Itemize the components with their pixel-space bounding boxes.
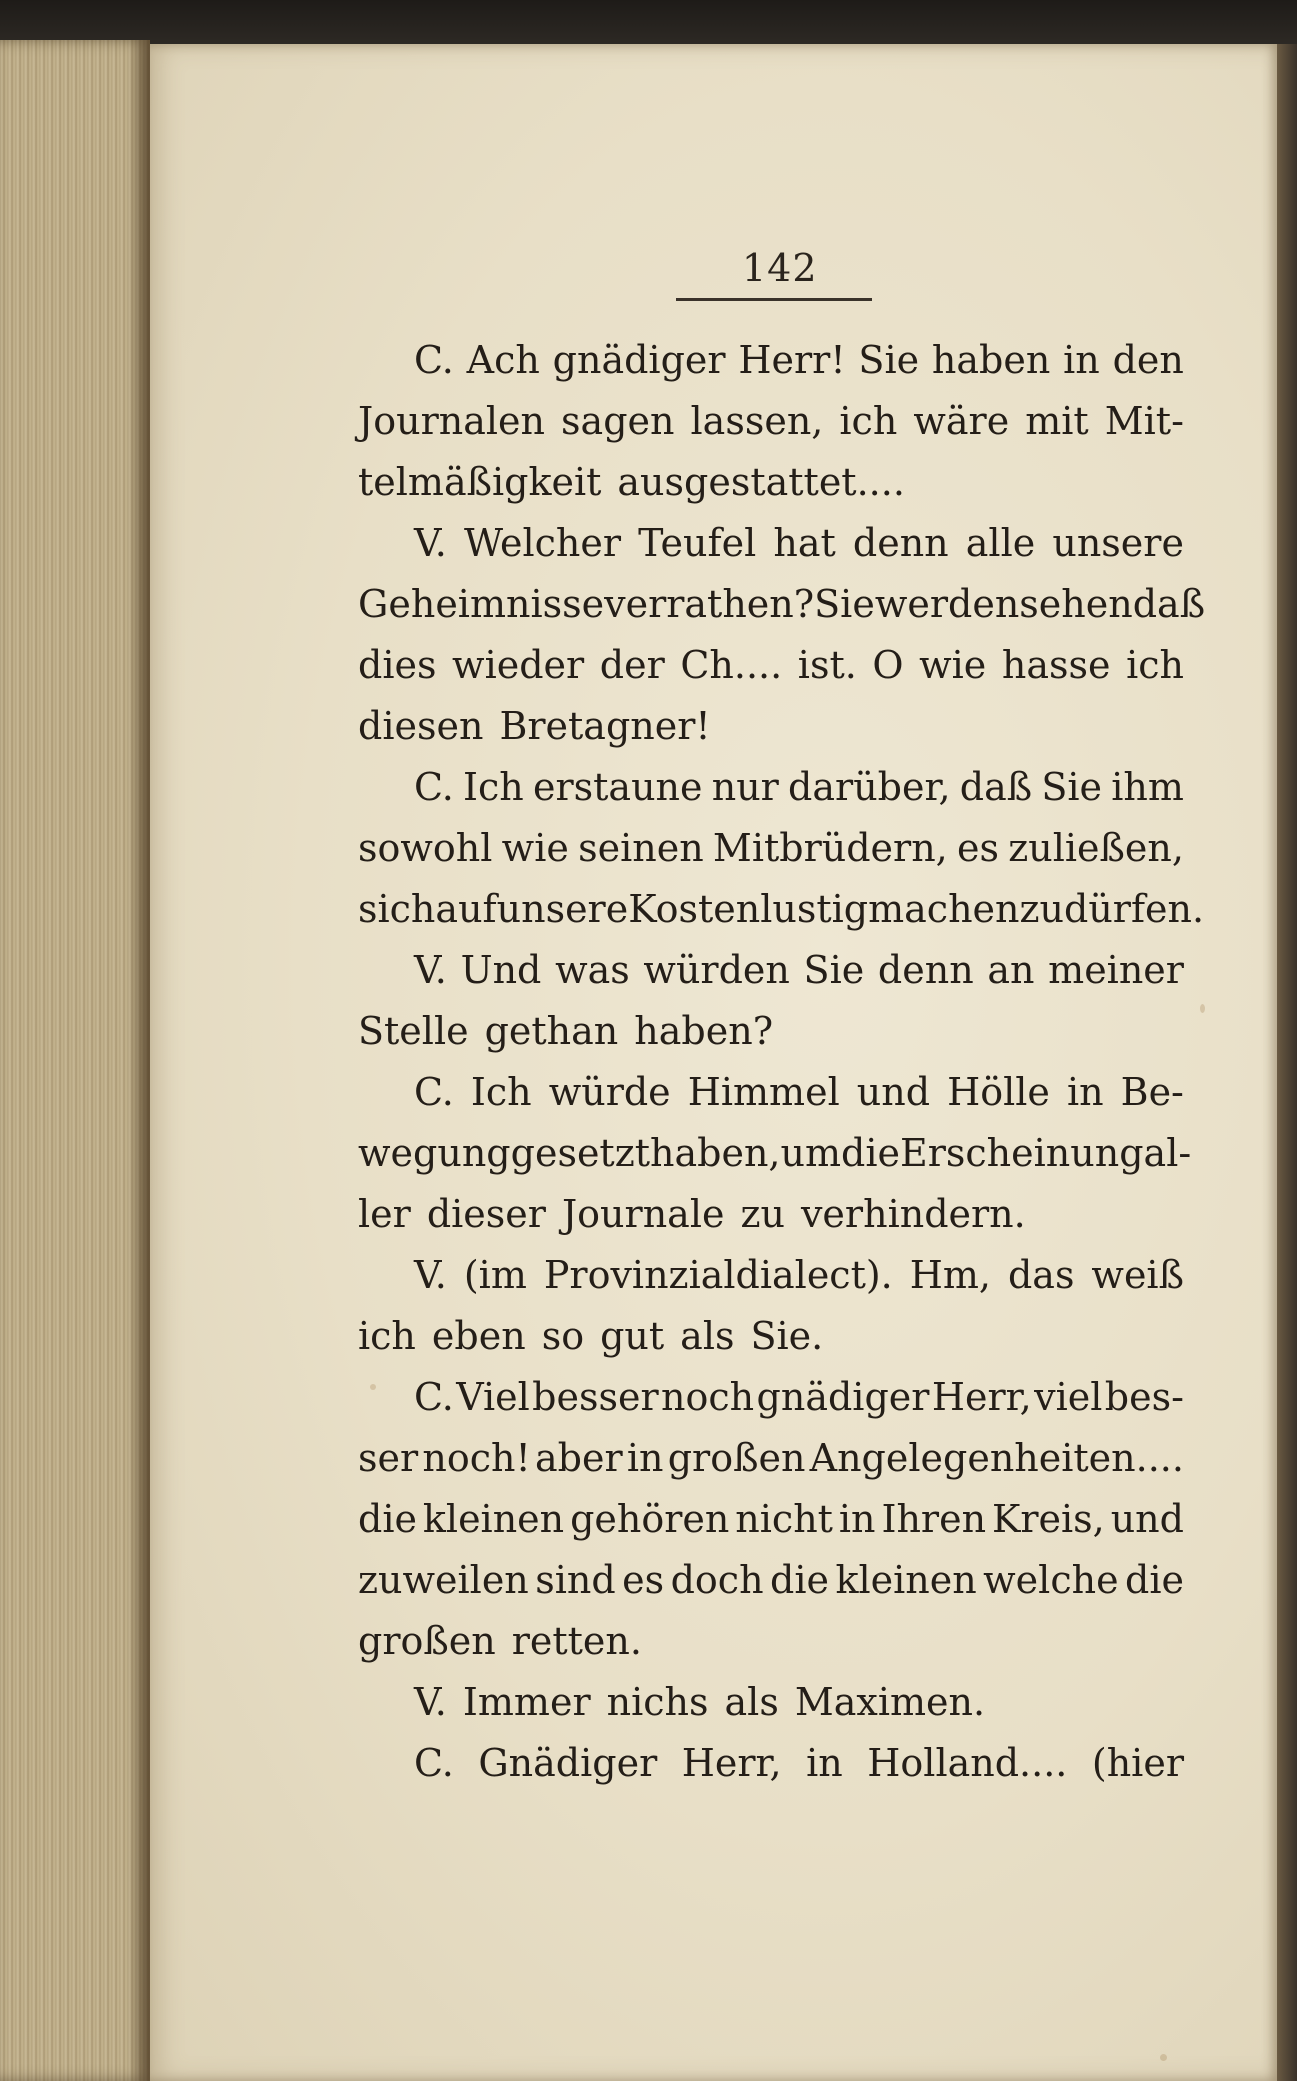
body-text <box>358 330 1206 1794</box>
text-line: diesen Bretagner! <box>358 704 711 748</box>
text-line: die kleinen gehören nicht in Ihren Kreis, und <box>358 1497 1184 1541</box>
text-line: Journalen sagen lassen, ich wäre mit Mit- <box>358 399 1184 443</box>
text-line: C. Ach gnädiger Herr! Sie haben in den <box>414 338 1184 382</box>
scan-background-right <box>1277 44 1297 2081</box>
text-line: C. Ich würde Himmel und Hölle in Be- <box>414 1070 1184 1114</box>
text-line: sich auf unsere Kosten lustig machen zu dürfen. <box>358 887 1205 931</box>
text-line: ich eben so gut als Sie. <box>358 1314 824 1358</box>
text-line: dies wieder der Ch.... ist. O wie hasse ich <box>358 643 1184 687</box>
text-line: C. Ich erstaune nur darüber, daß Sie ihm <box>414 765 1184 809</box>
text-line: ser noch! aber in großen Angelegenheiten.... <box>358 1436 1184 1480</box>
text-line: V. (im Provinzialdialect). Hm, das weiß <box>414 1253 1184 1297</box>
text-line: C. Gnädiger Herr, in Holland.... (hier <box>414 1741 1184 1785</box>
foxing-spot <box>1160 2054 1167 2061</box>
text-line: Stelle gethan haben? <box>358 1009 774 1053</box>
page-number-rule <box>676 298 872 301</box>
text-line: wegung gesetzt haben, um die Erscheinung al- <box>358 1131 1192 1175</box>
page-number: 142 <box>742 246 818 290</box>
text-line: V. Und was würden Sie denn an meiner <box>414 948 1184 992</box>
page-edges <box>0 40 150 2081</box>
text-line: sowohl wie seinen Mitbrüdern, es zuließen, <box>358 826 1184 870</box>
text-line: großen retten. <box>358 1619 642 1663</box>
text-line: ler dieser Journale zu verhindern. <box>358 1192 1026 1236</box>
scan-background-top <box>0 0 1297 48</box>
text-line: C. Viel besser noch gnädiger Herr, viel bes- <box>414 1375 1184 1419</box>
text-line: zuweilen sind es doch die kleinen welche die <box>358 1558 1184 1602</box>
text-line: V. Welcher Teufel hat denn alle unsere <box>414 521 1184 565</box>
text-line: Geheimnisse verrathen? Sie werden sehen daß <box>358 582 1206 626</box>
text-line: telmäßigkeit ausgestattet.... <box>358 460 905 504</box>
text-line: V. Immer nichs als Maximen. <box>414 1680 986 1724</box>
foxing-spot <box>1200 1004 1205 1013</box>
